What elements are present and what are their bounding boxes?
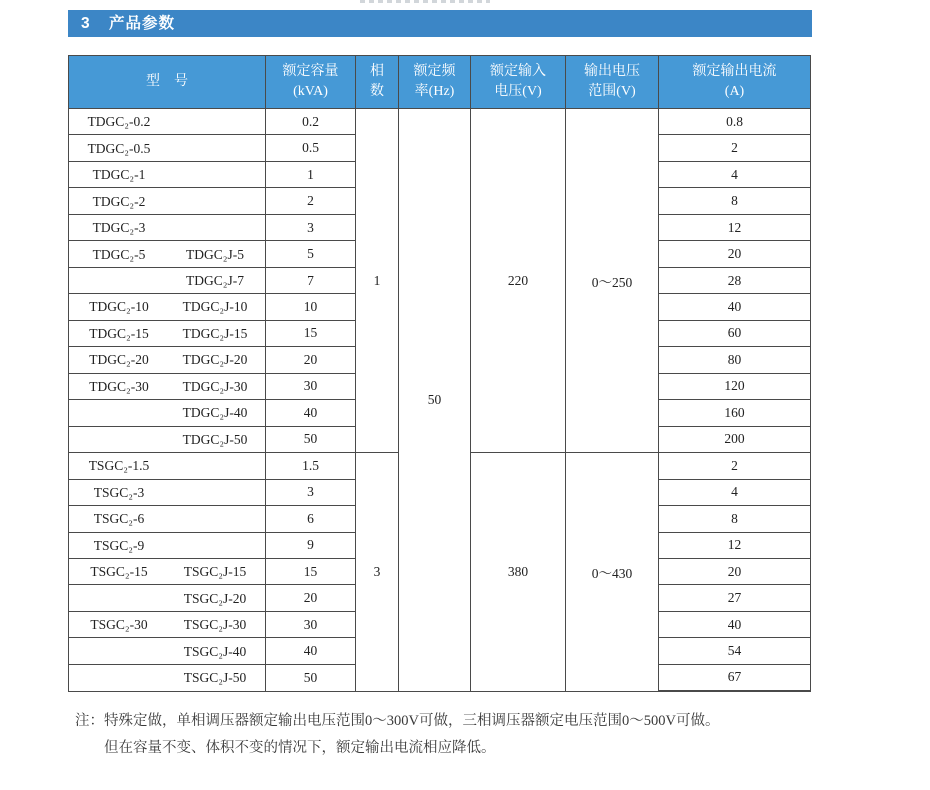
section-title: 产品参数 bbox=[108, 15, 175, 32]
output-current-cell: 4 bbox=[659, 479, 811, 505]
capacity-cell: 1.5 bbox=[266, 453, 356, 479]
capacity-cell: 30 bbox=[266, 611, 356, 637]
capacity-cell: 40 bbox=[266, 400, 356, 426]
capacity-cell: 2 bbox=[266, 188, 356, 214]
input-voltage-cell: 220 bbox=[471, 109, 566, 453]
model-cell bbox=[69, 638, 266, 664]
capacity-cell: 7 bbox=[266, 267, 356, 293]
footnote-label: 注： bbox=[75, 713, 104, 729]
output-current-cell: 20 bbox=[659, 241, 811, 267]
capacity-cell: 3 bbox=[266, 214, 356, 240]
column-header-output_range bbox=[566, 56, 659, 109]
model-cell bbox=[69, 479, 266, 505]
phase-cell: 1 bbox=[356, 109, 399, 453]
capacity-cell: 20 bbox=[266, 347, 356, 373]
capacity-cell: 0.5 bbox=[266, 135, 356, 161]
model-j-variant: TSGC₂J-15 bbox=[183, 564, 247, 580]
capacity-cell: 9 bbox=[266, 532, 356, 558]
model-standard: TDGC₂-5 bbox=[92, 246, 146, 262]
footnote-text-2: 但在容量不变、体积不变的情况下，额定输出电流相应降低。 bbox=[104, 740, 496, 756]
capacity-cell: 15 bbox=[266, 320, 356, 346]
model-cell bbox=[69, 400, 266, 426]
column-header-line: (kVA) bbox=[293, 84, 328, 99]
output-current-cell: 0.8 bbox=[659, 109, 811, 135]
footnote-text-1: 特殊定做，单相调压器额定输出电压范围0～300V可做，三相调压器额定电压范围0～500V可做。 bbox=[104, 713, 720, 729]
capacity-cell: 3 bbox=[266, 479, 356, 505]
output-current-cell: 40 bbox=[659, 294, 811, 320]
column-header-line: 电压(V) bbox=[494, 84, 542, 99]
column-header-line: 范围(V) bbox=[588, 84, 636, 99]
model-standard: TDGC₂-0.2 bbox=[87, 114, 151, 130]
output-current-cell: 20 bbox=[659, 558, 811, 584]
model-j-variant: TDGC₂J-7 bbox=[186, 273, 244, 288]
capacity-cell: 20 bbox=[266, 585, 356, 611]
model-standard: TSGC₂-15 bbox=[90, 564, 148, 580]
model-cell bbox=[69, 320, 266, 346]
model-j-variant: TDGC₂J-40 bbox=[182, 405, 248, 421]
model-cell bbox=[69, 294, 266, 320]
product-parameters-table bbox=[68, 55, 811, 692]
section-header-bar bbox=[68, 10, 812, 37]
model-standard: TDGC₂-30 bbox=[89, 378, 149, 394]
column-header-line: 输出电压 bbox=[584, 64, 640, 79]
column-header-line: 额定输出电流 bbox=[692, 64, 777, 79]
column-header-model bbox=[69, 56, 266, 109]
footnote-line-1 bbox=[75, 708, 835, 735]
column-header-line: 型 号 bbox=[146, 74, 188, 89]
capacity-cell: 50 bbox=[266, 426, 356, 452]
capacity-cell: 30 bbox=[266, 373, 356, 399]
model-cell bbox=[69, 135, 266, 161]
model-cell bbox=[69, 241, 266, 267]
output-current-cell: 80 bbox=[659, 347, 811, 373]
table-body bbox=[69, 109, 811, 692]
model-cell bbox=[69, 611, 266, 637]
output-current-cell: 8 bbox=[659, 506, 811, 532]
table-row bbox=[69, 109, 811, 135]
column-header-line: (A) bbox=[724, 84, 745, 99]
output-current-cell: 12 bbox=[659, 214, 811, 240]
model-cell bbox=[69, 664, 266, 691]
model-cell bbox=[69, 426, 266, 452]
model-cell bbox=[69, 453, 266, 479]
capacity-cell: 1 bbox=[266, 161, 356, 187]
model-cell bbox=[69, 109, 266, 135]
output-range-cell: 0～250 bbox=[566, 109, 659, 453]
model-cell bbox=[69, 585, 266, 611]
footnote bbox=[75, 708, 835, 762]
model-cell bbox=[69, 558, 266, 584]
column-header-line: 数 bbox=[370, 84, 384, 99]
model-standard: TDGC₂-1 bbox=[92, 167, 146, 183]
column-header-frequency bbox=[399, 56, 471, 109]
model-standard: TSGC₂-30 bbox=[90, 617, 148, 633]
output-current-cell: 2 bbox=[659, 453, 811, 479]
header-row bbox=[69, 56, 811, 109]
model-cell bbox=[69, 161, 266, 187]
model-standard: TDGC₂-15 bbox=[89, 325, 149, 341]
capacity-cell: 15 bbox=[266, 558, 356, 584]
output-current-cell: 120 bbox=[659, 373, 811, 399]
capacity-cell: 10 bbox=[266, 294, 356, 320]
column-header-line: 率(Hz) bbox=[414, 84, 455, 99]
model-j-variant: TSGC₂J-30 bbox=[183, 617, 247, 633]
model-j-variant: TDGC₂J-5 bbox=[186, 246, 244, 262]
capacity-cell: 50 bbox=[266, 664, 356, 691]
model-standard: TDGC₂-0.5 bbox=[87, 140, 151, 156]
output-current-cell: 200 bbox=[659, 426, 811, 452]
output-range-cell: 0～430 bbox=[566, 453, 659, 691]
output-current-cell: 12 bbox=[659, 532, 811, 558]
model-cell bbox=[69, 267, 266, 293]
model-j-variant: TDGC₂J-15 bbox=[182, 325, 248, 341]
column-header-line: 额定频 bbox=[413, 64, 456, 79]
output-current-cell: 28 bbox=[659, 267, 811, 293]
model-j-variant: TSGC₂J-20 bbox=[183, 590, 247, 606]
column-header-line: 相 bbox=[370, 64, 384, 79]
section-number: 3 bbox=[81, 15, 90, 32]
capacity-cell: 5 bbox=[266, 241, 356, 267]
table-header-row bbox=[69, 56, 811, 109]
phase-cell: 3 bbox=[356, 453, 399, 691]
model-j-variant: TDGC₂J-10 bbox=[182, 299, 248, 315]
output-current-cell: 40 bbox=[659, 611, 811, 637]
column-header-phase bbox=[356, 56, 399, 109]
model-standard: TSGC₂-3 bbox=[93, 484, 145, 500]
output-current-cell: 67 bbox=[659, 664, 811, 691]
output-current-cell: 54 bbox=[659, 638, 811, 664]
model-standard: TSGC₂-1.5 bbox=[88, 458, 150, 474]
model-cell bbox=[69, 506, 266, 532]
model-cell bbox=[69, 373, 266, 399]
model-standard: TSGC₂-9 bbox=[93, 537, 145, 553]
model-standard: TDGC₂-2 bbox=[92, 193, 146, 209]
model-cell bbox=[69, 532, 266, 558]
frequency-cell: 50 bbox=[399, 109, 471, 692]
model-j-variant: TDGC₂J-30 bbox=[182, 378, 248, 394]
model-j-variant: TSGC₂J-40 bbox=[183, 643, 247, 659]
output-current-cell: 27 bbox=[659, 585, 811, 611]
model-j-variant: TDGC₂J-20 bbox=[182, 352, 248, 368]
output-current-cell: 60 bbox=[659, 320, 811, 346]
model-standard: TSGC₂-6 bbox=[93, 511, 145, 527]
model-j-variant: TDGC₂J-50 bbox=[182, 431, 248, 447]
output-current-cell: 8 bbox=[659, 188, 811, 214]
input-voltage-cell: 380 bbox=[471, 453, 566, 691]
model-cell bbox=[69, 188, 266, 214]
capacity-cell: 0.2 bbox=[266, 109, 356, 135]
model-standard: TDGC₂-3 bbox=[92, 220, 146, 236]
output-current-cell: 4 bbox=[659, 161, 811, 187]
model-standard: TDGC₂-20 bbox=[89, 352, 149, 368]
column-header-output_current bbox=[659, 56, 811, 109]
column-header-line: 额定容量 bbox=[282, 64, 339, 79]
output-current-cell: 160 bbox=[659, 400, 811, 426]
model-cell bbox=[69, 214, 266, 240]
output-current-cell: 2 bbox=[659, 135, 811, 161]
column-header-line: 额定输入 bbox=[490, 64, 546, 79]
cropped-text-artifact bbox=[360, 0, 490, 3]
capacity-cell: 40 bbox=[266, 638, 356, 664]
model-cell bbox=[69, 347, 266, 373]
column-header-input_voltage bbox=[471, 56, 566, 109]
capacity-cell: 6 bbox=[266, 506, 356, 532]
model-j-variant: TSGC₂J-50 bbox=[183, 670, 247, 686]
column-header-capacity bbox=[266, 56, 356, 109]
model-standard: TDGC₂-10 bbox=[89, 299, 149, 315]
